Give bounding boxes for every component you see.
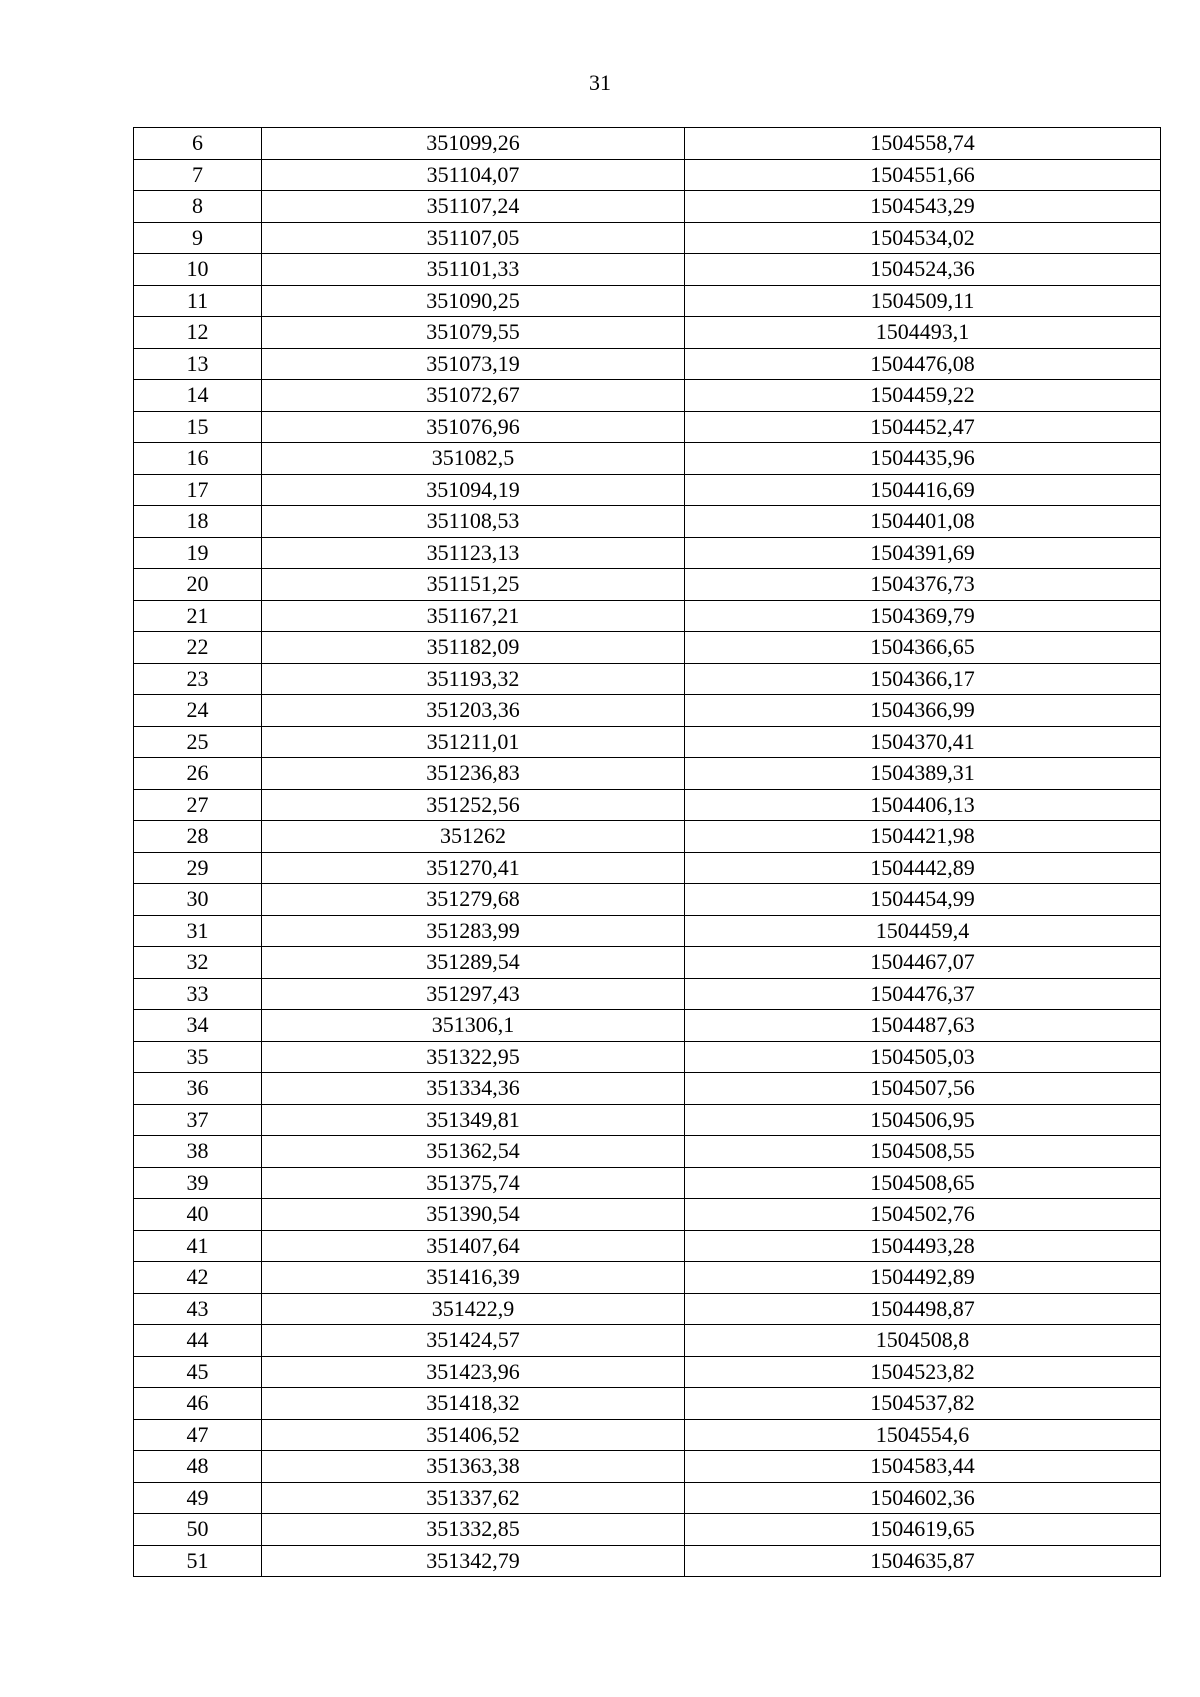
y-coordinate-cell: 1504508,65 [685,1167,1161,1199]
y-coordinate-cell: 1504401,08 [685,506,1161,538]
table-row [134,1325,1161,1357]
x-coordinate-cell: 351072,67 [262,380,685,412]
x-coordinate-cell: 351390,54 [262,1199,685,1231]
point-number-cell: 21 [134,600,262,632]
table-row [134,1230,1161,1262]
x-coordinate-cell: 351262 [262,821,685,853]
table-row [134,443,1161,475]
x-coordinate-cell: 351423,96 [262,1356,685,1388]
table-row [134,947,1161,979]
table-row [134,852,1161,884]
y-coordinate-cell: 1504558,74 [685,128,1161,160]
point-number-cell: 24 [134,695,262,727]
point-number-cell: 32 [134,947,262,979]
y-coordinate-cell: 1504509,11 [685,285,1161,317]
x-coordinate-cell: 351252,56 [262,789,685,821]
table-row [134,884,1161,916]
x-coordinate-cell: 351279,68 [262,884,685,916]
point-number-cell: 8 [134,191,262,223]
table-row [134,1073,1161,1105]
x-coordinate-cell: 351297,43 [262,978,685,1010]
y-coordinate-cell: 1504366,99 [685,695,1161,727]
point-number-cell: 7 [134,159,262,191]
x-coordinate-cell: 351407,64 [262,1230,685,1262]
y-coordinate-cell: 1504467,07 [685,947,1161,979]
table-row [134,411,1161,443]
table-row [134,789,1161,821]
y-coordinate-cell: 1504370,41 [685,726,1161,758]
point-number-cell: 14 [134,380,262,412]
table-row [134,537,1161,569]
point-number-cell: 45 [134,1356,262,1388]
table-row [134,1041,1161,1073]
y-coordinate-cell: 1504602,36 [685,1482,1161,1514]
table-row [134,128,1161,160]
table-row [134,348,1161,380]
table-row [134,1010,1161,1042]
x-coordinate-cell: 351076,96 [262,411,685,443]
x-coordinate-cell: 351099,26 [262,128,685,160]
table-row [134,222,1161,254]
y-coordinate-cell: 1504508,8 [685,1325,1161,1357]
table-row [134,1262,1161,1294]
x-coordinate-cell: 351363,38 [262,1451,685,1483]
table-row [134,317,1161,349]
point-number-cell: 37 [134,1104,262,1136]
x-coordinate-cell: 351306,1 [262,1010,685,1042]
point-number-cell: 38 [134,1136,262,1168]
y-coordinate-cell: 1504366,17 [685,663,1161,695]
table-row [134,1104,1161,1136]
table-row [134,1545,1161,1577]
x-coordinate-cell: 351332,85 [262,1514,685,1546]
y-coordinate-cell: 1504543,29 [685,191,1161,223]
x-coordinate-cell: 351211,01 [262,726,685,758]
table-row [134,632,1161,664]
y-coordinate-cell: 1504369,79 [685,600,1161,632]
table-row [134,254,1161,286]
x-coordinate-cell: 351108,53 [262,506,685,538]
table-row [134,663,1161,695]
x-coordinate-cell: 351283,99 [262,915,685,947]
y-coordinate-cell: 1504523,82 [685,1356,1161,1388]
x-coordinate-cell: 351362,54 [262,1136,685,1168]
x-coordinate-cell: 351193,32 [262,663,685,695]
table-row [134,1388,1161,1420]
table-row [134,159,1161,191]
y-coordinate-cell: 1504476,08 [685,348,1161,380]
point-number-cell: 40 [134,1199,262,1231]
y-coordinate-cell: 1504507,56 [685,1073,1161,1105]
x-coordinate-cell: 351123,13 [262,537,685,569]
point-number-cell: 27 [134,789,262,821]
table-row [134,569,1161,601]
x-coordinate-cell: 351107,05 [262,222,685,254]
table-row [134,1514,1161,1546]
x-coordinate-cell: 351349,81 [262,1104,685,1136]
x-coordinate-cell: 351334,36 [262,1073,685,1105]
x-coordinate-cell: 351236,83 [262,758,685,790]
y-coordinate-cell: 1504506,95 [685,1104,1161,1136]
point-number-cell: 47 [134,1419,262,1451]
point-number-cell: 30 [134,884,262,916]
point-number-cell: 10 [134,254,262,286]
point-number-cell: 43 [134,1293,262,1325]
y-coordinate-cell: 1504366,65 [685,632,1161,664]
y-coordinate-cell: 1504508,55 [685,1136,1161,1168]
y-coordinate-cell: 1504534,02 [685,222,1161,254]
table-row [134,1293,1161,1325]
y-coordinate-cell: 1504454,99 [685,884,1161,916]
table-row [134,1356,1161,1388]
coordinates-table-body [134,128,1161,1577]
table-row [134,1451,1161,1483]
point-number-cell: 34 [134,1010,262,1042]
y-coordinate-cell: 1504502,76 [685,1199,1161,1231]
y-coordinate-cell: 1504376,73 [685,569,1161,601]
point-number-cell: 18 [134,506,262,538]
x-coordinate-cell: 351375,74 [262,1167,685,1199]
y-coordinate-cell: 1504406,13 [685,789,1161,821]
point-number-cell: 12 [134,317,262,349]
x-coordinate-cell: 351107,24 [262,191,685,223]
x-coordinate-cell: 351101,33 [262,254,685,286]
point-number-cell: 22 [134,632,262,664]
y-coordinate-cell: 1504524,36 [685,254,1161,286]
y-coordinate-cell: 1504498,87 [685,1293,1161,1325]
point-number-cell: 25 [134,726,262,758]
x-coordinate-cell: 351322,95 [262,1041,685,1073]
x-coordinate-cell: 351422,9 [262,1293,685,1325]
point-number-cell: 23 [134,663,262,695]
x-coordinate-cell: 351270,41 [262,852,685,884]
y-coordinate-cell: 1504416,69 [685,474,1161,506]
y-coordinate-cell: 1504452,47 [685,411,1161,443]
table-row [134,1199,1161,1231]
y-coordinate-cell: 1504493,28 [685,1230,1161,1262]
x-coordinate-cell: 351424,57 [262,1325,685,1357]
point-number-cell: 44 [134,1325,262,1357]
point-number-cell: 9 [134,222,262,254]
table-row [134,1419,1161,1451]
x-coordinate-cell: 351090,25 [262,285,685,317]
point-number-cell: 29 [134,852,262,884]
y-coordinate-cell: 1504476,37 [685,978,1161,1010]
point-number-cell: 33 [134,978,262,1010]
point-number-cell: 42 [134,1262,262,1294]
point-number-cell: 51 [134,1545,262,1577]
point-number-cell: 11 [134,285,262,317]
point-number-cell: 41 [134,1230,262,1262]
table-row [134,1167,1161,1199]
table-row [134,821,1161,853]
point-number-cell: 20 [134,569,262,601]
table-row [134,506,1161,538]
table-row [134,758,1161,790]
y-coordinate-cell: 1504492,89 [685,1262,1161,1294]
table-row [134,380,1161,412]
x-coordinate-cell: 351337,62 [262,1482,685,1514]
x-coordinate-cell: 351104,07 [262,159,685,191]
point-number-cell: 13 [134,348,262,380]
point-number-cell: 16 [134,443,262,475]
point-number-cell: 39 [134,1167,262,1199]
point-number-cell: 49 [134,1482,262,1514]
y-coordinate-cell: 1504619,65 [685,1514,1161,1546]
coordinates-table [133,127,1161,1577]
table-row [134,695,1161,727]
table-row [134,726,1161,758]
y-coordinate-cell: 1504459,22 [685,380,1161,412]
y-coordinate-cell: 1504389,31 [685,758,1161,790]
x-coordinate-cell: 351342,79 [262,1545,685,1577]
x-coordinate-cell: 351182,09 [262,632,685,664]
y-coordinate-cell: 1504459,4 [685,915,1161,947]
x-coordinate-cell: 351079,55 [262,317,685,349]
point-number-cell: 26 [134,758,262,790]
point-number-cell: 19 [134,537,262,569]
x-coordinate-cell: 351082,5 [262,443,685,475]
point-number-cell: 48 [134,1451,262,1483]
y-coordinate-cell: 1504505,03 [685,1041,1161,1073]
table-row [134,915,1161,947]
y-coordinate-cell: 1504551,66 [685,159,1161,191]
y-coordinate-cell: 1504421,98 [685,821,1161,853]
point-number-cell: 46 [134,1388,262,1420]
table-row [134,474,1161,506]
x-coordinate-cell: 351416,39 [262,1262,685,1294]
x-coordinate-cell: 351406,52 [262,1419,685,1451]
y-coordinate-cell: 1504537,82 [685,1388,1161,1420]
page-number: 31 [589,70,611,95]
point-number-cell: 6 [134,128,262,160]
x-coordinate-cell: 351073,19 [262,348,685,380]
y-coordinate-cell: 1504554,6 [685,1419,1161,1451]
point-number-cell: 28 [134,821,262,853]
point-number-cell: 36 [134,1073,262,1105]
x-coordinate-cell: 351151,25 [262,569,685,601]
y-coordinate-cell: 1504635,87 [685,1545,1161,1577]
y-coordinate-cell: 1504391,69 [685,537,1161,569]
table-row [134,191,1161,223]
x-coordinate-cell: 351167,21 [262,600,685,632]
table-row [134,600,1161,632]
y-coordinate-cell: 1504442,89 [685,852,1161,884]
point-number-cell: 15 [134,411,262,443]
y-coordinate-cell: 1504487,63 [685,1010,1161,1042]
x-coordinate-cell: 351094,19 [262,474,685,506]
y-coordinate-cell: 1504493,1 [685,317,1161,349]
y-coordinate-cell: 1504435,96 [685,443,1161,475]
point-number-cell: 35 [134,1041,262,1073]
point-number-cell: 31 [134,915,262,947]
table-row [134,285,1161,317]
point-number-cell: 17 [134,474,262,506]
table-row [134,1482,1161,1514]
table-row [134,1136,1161,1168]
x-coordinate-cell: 351418,32 [262,1388,685,1420]
y-coordinate-cell: 1504583,44 [685,1451,1161,1483]
x-coordinate-cell: 351203,36 [262,695,685,727]
x-coordinate-cell: 351289,54 [262,947,685,979]
point-number-cell: 50 [134,1514,262,1546]
table-row [134,978,1161,1010]
